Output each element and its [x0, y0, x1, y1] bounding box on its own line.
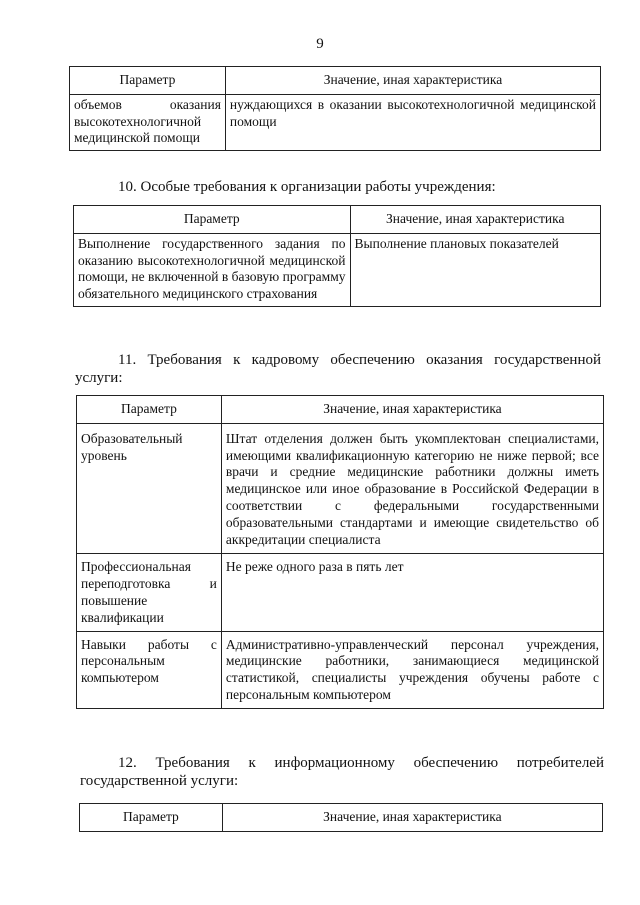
header-value: Значение, иная характеристика	[221, 396, 603, 424]
cell-param: Выполнение государственного задания по оказанию высокотехнологичной медицинской помощи, не включенной в базовую программу обязательного медицинского страхования	[74, 233, 351, 306]
cell-value: Выполнение плановых показателей	[350, 233, 600, 306]
table-section-11	[76, 395, 604, 709]
table-row	[77, 423, 604, 554]
cell-value: нуждающихся в оказании высокотехнологичной медицинской помощи	[225, 94, 600, 150]
table-header-row	[70, 67, 601, 95]
table-section-10	[73, 205, 601, 307]
cell-value: Административно-управленческий персонал учреждения, медицинские работники, занимающиеся медицинской статистикой, специалисты учреждения обучены работе с персональным компьютером	[221, 631, 603, 708]
page-number: 9	[316, 36, 324, 52]
table-section-12	[79, 803, 603, 832]
header-param: Параметр	[70, 67, 226, 95]
table-row	[70, 94, 601, 150]
header-value: Значение, иная характеристика	[225, 67, 600, 95]
table-header-row	[77, 396, 604, 424]
cell-param: Образовательный уровень	[77, 423, 222, 554]
header-param: Параметр	[77, 396, 222, 424]
cell-param: объемов оказания высокотехнологичной медицинской помощи	[70, 94, 226, 150]
section-10-heading: 10. Особые требования к организации работы учреждения:	[118, 179, 496, 195]
cell-value: Штат отделения должен быть укомплектован специалистами, имеющими квалификационную категорию не ниже первой; все врачи и средние медицинские работники должны иметь медицинское или иное образование в Российской Федерации в соответствии с федеральными государственными образовательными стандартами и имеющие свидетельство об аккредитации специалиста	[221, 423, 603, 554]
section-11-heading: 11. Требования к кадровому обеспечению оказания государственной услуги:	[75, 352, 601, 386]
table-row	[74, 233, 601, 306]
cell-param: Профессиональная переподготовка и повышение квалификации	[77, 554, 222, 631]
cell-value: Не реже одного раза в пять лет	[221, 554, 603, 631]
table-row	[77, 554, 604, 631]
table-row	[77, 631, 604, 708]
table-header-row	[74, 206, 601, 234]
table-header-row	[80, 804, 603, 832]
section-12-heading: 12. Требования к информационному обеспечению потребителей государственной услуги:	[80, 755, 604, 789]
table-prev-section	[69, 66, 601, 151]
header-param: Параметр	[80, 804, 223, 832]
header-param: Параметр	[74, 206, 351, 234]
cell-param: Навыки работы с персональным компьютером	[77, 631, 222, 708]
header-value: Значение, иная характеристика	[222, 804, 602, 832]
header-value: Значение, иная характеристика	[350, 206, 600, 234]
